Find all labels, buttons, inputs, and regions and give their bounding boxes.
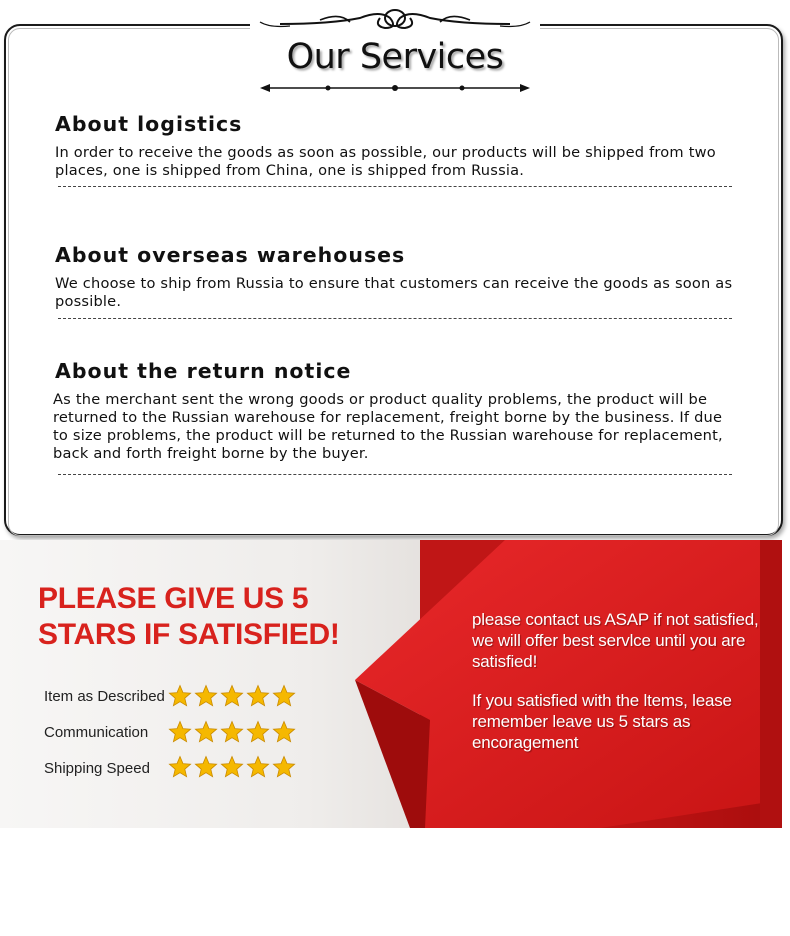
section-overseas-warehouses — [55, 243, 735, 311]
section-heading: About the return notice — [55, 359, 352, 383]
section-body: We choose to ship from Russia to ensure that customers can receive the goods as soon as possible. — [55, 275, 733, 310]
section-body: As the merchant sent the wrong goods or product quality problems, the product will be returned to the Russian warehouse for replacement, freight borne by the business. If due to size problems, the product will be returned to the Russian warehouse for replacement, back and forth freight borne by the buyer. — [53, 391, 723, 462]
dashed-divider — [58, 318, 732, 319]
star-icon — [194, 755, 218, 779]
dashed-divider — [58, 186, 732, 187]
rating-label: Communication — [44, 724, 149, 741]
star-icon — [272, 684, 296, 708]
rating-label: Item as Described — [44, 688, 165, 705]
star-icon — [246, 720, 270, 744]
star-icon — [168, 684, 192, 708]
rating-label: Shipping Speed — [44, 760, 150, 777]
plea-line-2: STARS IF SATISFIED! — [38, 618, 340, 651]
star-icon — [246, 684, 270, 708]
section-body: In order to receive the goods as soon as possible, our products will be shipped from two places, one is shipped from China, one is shipped from Russia. — [55, 144, 716, 179]
review-request-message: If you satisfied with the ltems, lease remember leave us 5 stars as encoragement — [472, 691, 732, 752]
star-rating-communication — [168, 720, 296, 744]
contact-message: please contact us ASAP if not satisfied, we will offer best servlce until you are satisfied! — [472, 610, 759, 671]
star-icon — [272, 720, 296, 744]
star-icon — [220, 684, 244, 708]
star-icon — [168, 755, 192, 779]
star-icon — [168, 720, 192, 744]
star-icon — [272, 755, 296, 779]
section-return-notice — [55, 359, 735, 463]
section-logistics — [55, 112, 735, 180]
dashed-divider — [58, 474, 732, 475]
star-icon — [246, 755, 270, 779]
star-rating-item — [168, 684, 296, 708]
page-title: Our Services — [286, 37, 504, 77]
plea-line-1: PLEASE GIVE US 5 — [38, 582, 309, 615]
flourish-top-ornament — [250, 4, 540, 40]
star-icon — [220, 755, 244, 779]
star-rating-shipping — [168, 755, 296, 779]
title-block — [250, 4, 540, 96]
divider-ornament — [260, 82, 530, 94]
section-heading: About overseas warehouses — [55, 243, 406, 267]
feedback-banner — [0, 540, 790, 828]
star-icon — [194, 720, 218, 744]
star-icon — [220, 720, 244, 744]
star-icon — [194, 684, 218, 708]
section-heading: About logistics — [55, 112, 243, 136]
